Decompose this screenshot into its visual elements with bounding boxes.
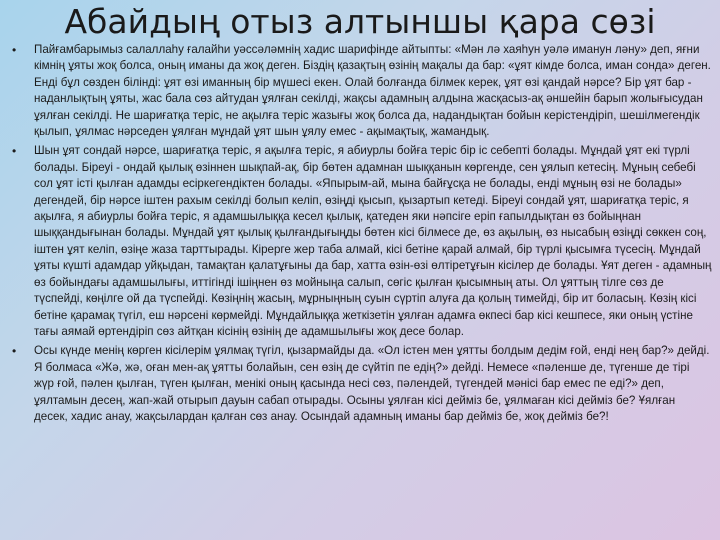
bullet-item [12,143,712,340]
bullet-text: Осы күнде менің көрген кісілерім ұялмақ түгіл, қызармайды да. «Ол істен мен ұятты болдым дедім ғой, енді нең бар?» дейді. Я болмаса «Жә, жә, оған мен-ақ ұятты болайын, сен өзің де сүйтіп пе едің?» дейді. Немесе «пәленше де, түгенше де тірі жүр ғой, пәлен қылған, түген қылған, менікі оның қасында несі сөз, пәлендей, түгендей мәнісі бар емес пе еді?» деп, ұялтамын десең, жап-жай отырып дауын сабап отырады. Осыны ұялған кісі деймiз бе, ұялмаған кісі деймiз бе? Ұялған десек, хадис анау, жақсылардан қалған сөз анау. Осындай адамның иманы бар деймiз бе, жоқ деймiз бе?! [34,344,710,423]
bullet-item [12,343,712,425]
bullet-icon: • [12,144,17,159]
bullet-text: Пайғамбарымыз салаллаһу ғалайhи уәссәләмнің хадис шарифінде айтыпты: «Мән лә хаяһун уәлә иманун ләну» деп, яғни кімнің ұяты жоқ болса, оның иманы да жоқ деген. Біздің қазақтың өзінің мақалы да бар: «ұят кімде болса, иман сонда» деген. Енді бұл сөзден білінді: ұят өзі иманның бір мүшесі екен. Олай болғанда білмек керек, ұят өзі қандай нәрсе? Бір ұят бар - наданлықтың ұяты, жас бала сөз айтудан ұялған секілді, жақсы адамның алдына жасқасыз-ақ әншейін барып жолығысудан ұялған секілді. Не шариғатқа теріс, не ақылға теріс жазығы жоқ болса да, надандықтан бойын кеpiстендіріп, шешілмегендік қылып, ұялмас нәрседен ұялған мұндай ұят шын ұялу емес - ақымақтық, жамандық. [34,43,711,139]
bullet-icon: • [12,43,17,57]
bullet-text: Шын ұят сондай нәрсе, шариғатқа теріс, я ақылға теріс, я абиурлы бойға теріс бір іс себепті болады. Мұндай ұят екі түрлі болады. Біреуі - ондай қылық өзіннен шықпай-ақ, бір бөтен адамнан шыққанын көргенде, сен ұялып кетесің. Мұның себебі сол ұят істі қылған адамды есіркегендіктен болады. «Япырым-ай, мына байғұсқа не болады, енді мұның өзі не болады» дегендей, бір нәрсе іштен рахым секілді болып келіп, өзіңді қысып, қызартып кетеді. Біреуі сондай ұят, шариғатқа теріс, я ақылға, я абиурлы бойға теріс, я адамшылыққа кесел қылық, қатеден яки нәпсіге ерiп ғапылдықтан өз бойыңнан шыққандығынан болады. Мұндай ұят қылық қылғандығыңды бөтен кісі білмесе де, өз ақылың, өз нысабың өзіңді сөккен соң, іштен ұят келіп, өзіңе жаза тарттырады. Кіреpге жер таба алмай, кісі бетіне қарай алмай, бір түрлі қысымға түсесің. Мұндай ұяты күшті адамдар уйқыдан, тамақтан қалатұғыны да бар, хатта өзін-өзі өлтіретұғын кісілер де болады. Ұят деген - адамның өз бойындағы адамшылығы, иттігінді ішіңнен өз мойныңа салып, сөгіс қылған қысымның аты. Ол ұяттың тілге сөз де түспейді, көңілге ой да түспейді. Көзіңнің жасың, мұрныңның суын сүртіп алуға да қолың тимейді, бір ит боласың. Көзің кісі бетіне қарамақ түгіл, еш нәрсені көрмейді. Мұндайлыққа жеткізетін ұялған адамға өкпесі бар кісі кешпесе, яки оның үстіне тағы аямай өртендіріп сөз айтқан кісінің өзінің де адамшылығы жоқ десе болар. [34,144,712,338]
bullet-item [12,42,712,140]
slide-title: Абайдың отыз алтыншы қара сөзі [64,2,656,41]
bullet-icon: • [12,344,17,359]
bullet-list [12,42,712,425]
